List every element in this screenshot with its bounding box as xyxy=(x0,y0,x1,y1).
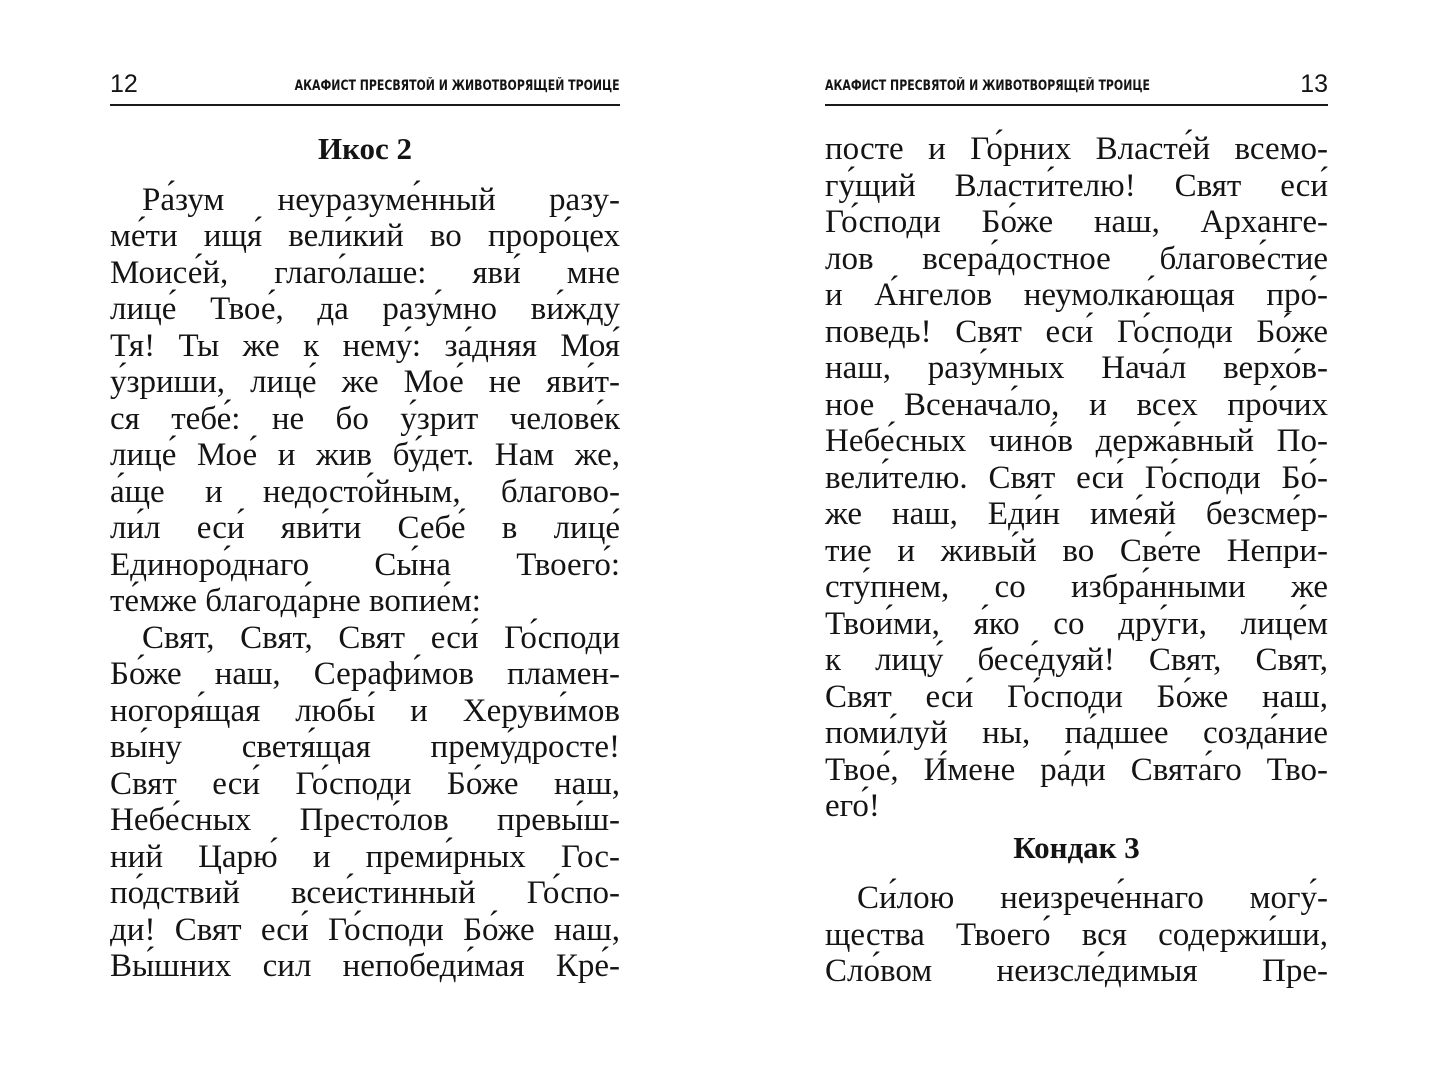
text-line: тие и живы́й во Све́те Непри- xyxy=(825,532,1328,569)
text-line: лице́ Твое́, да разу́мно ви́жду xyxy=(110,291,620,327)
text-line: ное Всенача́ло, и всех про́чих xyxy=(825,386,1328,423)
text-line: же наш, Еди́н име́яй безсме́р- xyxy=(825,496,1328,532)
text-line: щества Твоего́ вся содержи́ши, xyxy=(825,916,1328,953)
text-line: ди! Свят еси́ Го́споди Бо́же наш, xyxy=(110,911,620,948)
text-line: поми́луй ны, па́дшее созда́ние xyxy=(825,715,1328,751)
text-line: его́! xyxy=(825,788,880,824)
text-line: Тя! Ты же к нему́: за́дняя Моя́ xyxy=(110,327,620,364)
text-line: Небе́сных чино́в держа́вный По- xyxy=(825,423,1328,459)
text-line: поведь! Свят еси́ Го́споди Бо́же xyxy=(825,313,1328,350)
text-line: Свят еси́ Го́споди Бо́же наш, xyxy=(110,765,620,802)
text-line: ли́л еси́ яви́ти Себе́ в лице́ xyxy=(110,510,620,546)
text-line: ний Царю́ и преми́рных Гос- xyxy=(110,838,620,875)
running-header-title: АКАФИСТ ПРЕСВЯТОЙ И ЖИВОТВОРЯЩЕЙ ТРОИЦЕ xyxy=(295,78,620,94)
text-line: Свят, Свят, Свят еси́ Го́споди xyxy=(142,619,620,656)
section-heading: Кондак 3 xyxy=(1013,829,1140,865)
text-line: те́мже благода́рне вопие́м: xyxy=(110,583,481,619)
text-line: Свят еси́ Го́споди Бо́же наш, xyxy=(825,678,1328,715)
right-page xyxy=(720,0,1440,1080)
text-line: лов всера́достное благове́стие xyxy=(825,240,1328,277)
text-line: Единоро́днаго Сы́на Твоего́: xyxy=(110,546,620,583)
running-head-right xyxy=(825,68,1328,106)
text-line: а́ще и недосто́йным, благово- xyxy=(110,473,620,510)
text-line: Си́лою неизрече́ннаго могу́- xyxy=(857,880,1328,916)
text-line: Вы́шних сил непобеди́мая Кре́- xyxy=(110,948,620,984)
text-line: наш, разу́мных Нача́л верхо́в- xyxy=(825,350,1328,386)
paragraph xyxy=(110,182,620,620)
paragraph xyxy=(110,620,620,985)
text-line: у́зриши, лице́ же Мое́ не яви́т- xyxy=(110,364,620,400)
left-text-block xyxy=(110,131,620,985)
text-line: вели́телю. Свят еси́ Го́споди Бо́- xyxy=(825,459,1328,496)
text-line: ме́ти ищя́ вели́кий во проро́цех xyxy=(110,218,620,254)
text-line: Го́споди Бо́же наш, Арханге- xyxy=(825,204,1328,240)
page-number: 13 xyxy=(1300,70,1328,98)
text-line: гу́щий Власти́телю! Свят еси́ xyxy=(825,167,1328,204)
text-line: Небе́сных Престо́лов превы́ш- xyxy=(110,802,620,838)
left-page xyxy=(0,0,720,1080)
paragraph xyxy=(825,131,1328,825)
right-text-block xyxy=(825,131,1328,990)
text-line: и А́нгелов неумолка́ющая про́- xyxy=(825,277,1328,313)
text-line: по́дствий всеи́стинный Го́спо- xyxy=(110,875,620,911)
text-line: Ра́зум неуразуме́нный разу- xyxy=(142,181,620,218)
page-number: 12 xyxy=(110,70,138,98)
text-line: ся тебе́: не бо у́зрит челове́к xyxy=(110,400,620,437)
running-head-left xyxy=(110,68,620,106)
text-line: к лицу́ бесе́дуяй! Свят, Свят, xyxy=(825,642,1328,678)
text-line: Бо́же наш, Серафи́мов пламен- xyxy=(110,656,620,692)
paragraph xyxy=(825,880,1328,990)
text-line: сту́пнем, со избра́нными же xyxy=(825,569,1328,605)
text-line: ногоря́щая любы́ и Херуви́мов xyxy=(110,692,620,729)
section-heading: Икос 2 xyxy=(317,131,413,166)
text-line: Твои́ми, я́ко со дру́ги, лице́м xyxy=(825,605,1328,642)
text-line: лице́ Мое́ и жив бу́дет. Нам же, xyxy=(110,437,620,473)
running-header-title: АКАФИСТ ПРЕСВЯТОЙ И ЖИВОТВОРЯЩЕЙ ТРОИЦЕ xyxy=(825,78,1150,94)
text-line: Моисе́й, глаго́лаше: яви́ мне xyxy=(110,254,620,291)
text-line: Сло́вом неизсле́димыя Пре- xyxy=(825,953,1328,989)
text-line: Твое́, И́мене ра́ди Свята́го Тво- xyxy=(825,751,1328,788)
text-line: вы́ну светя́щая прему́дросте! xyxy=(110,729,620,765)
text-line: посте и Го́рних Власте́й всемо- xyxy=(825,131,1328,167)
